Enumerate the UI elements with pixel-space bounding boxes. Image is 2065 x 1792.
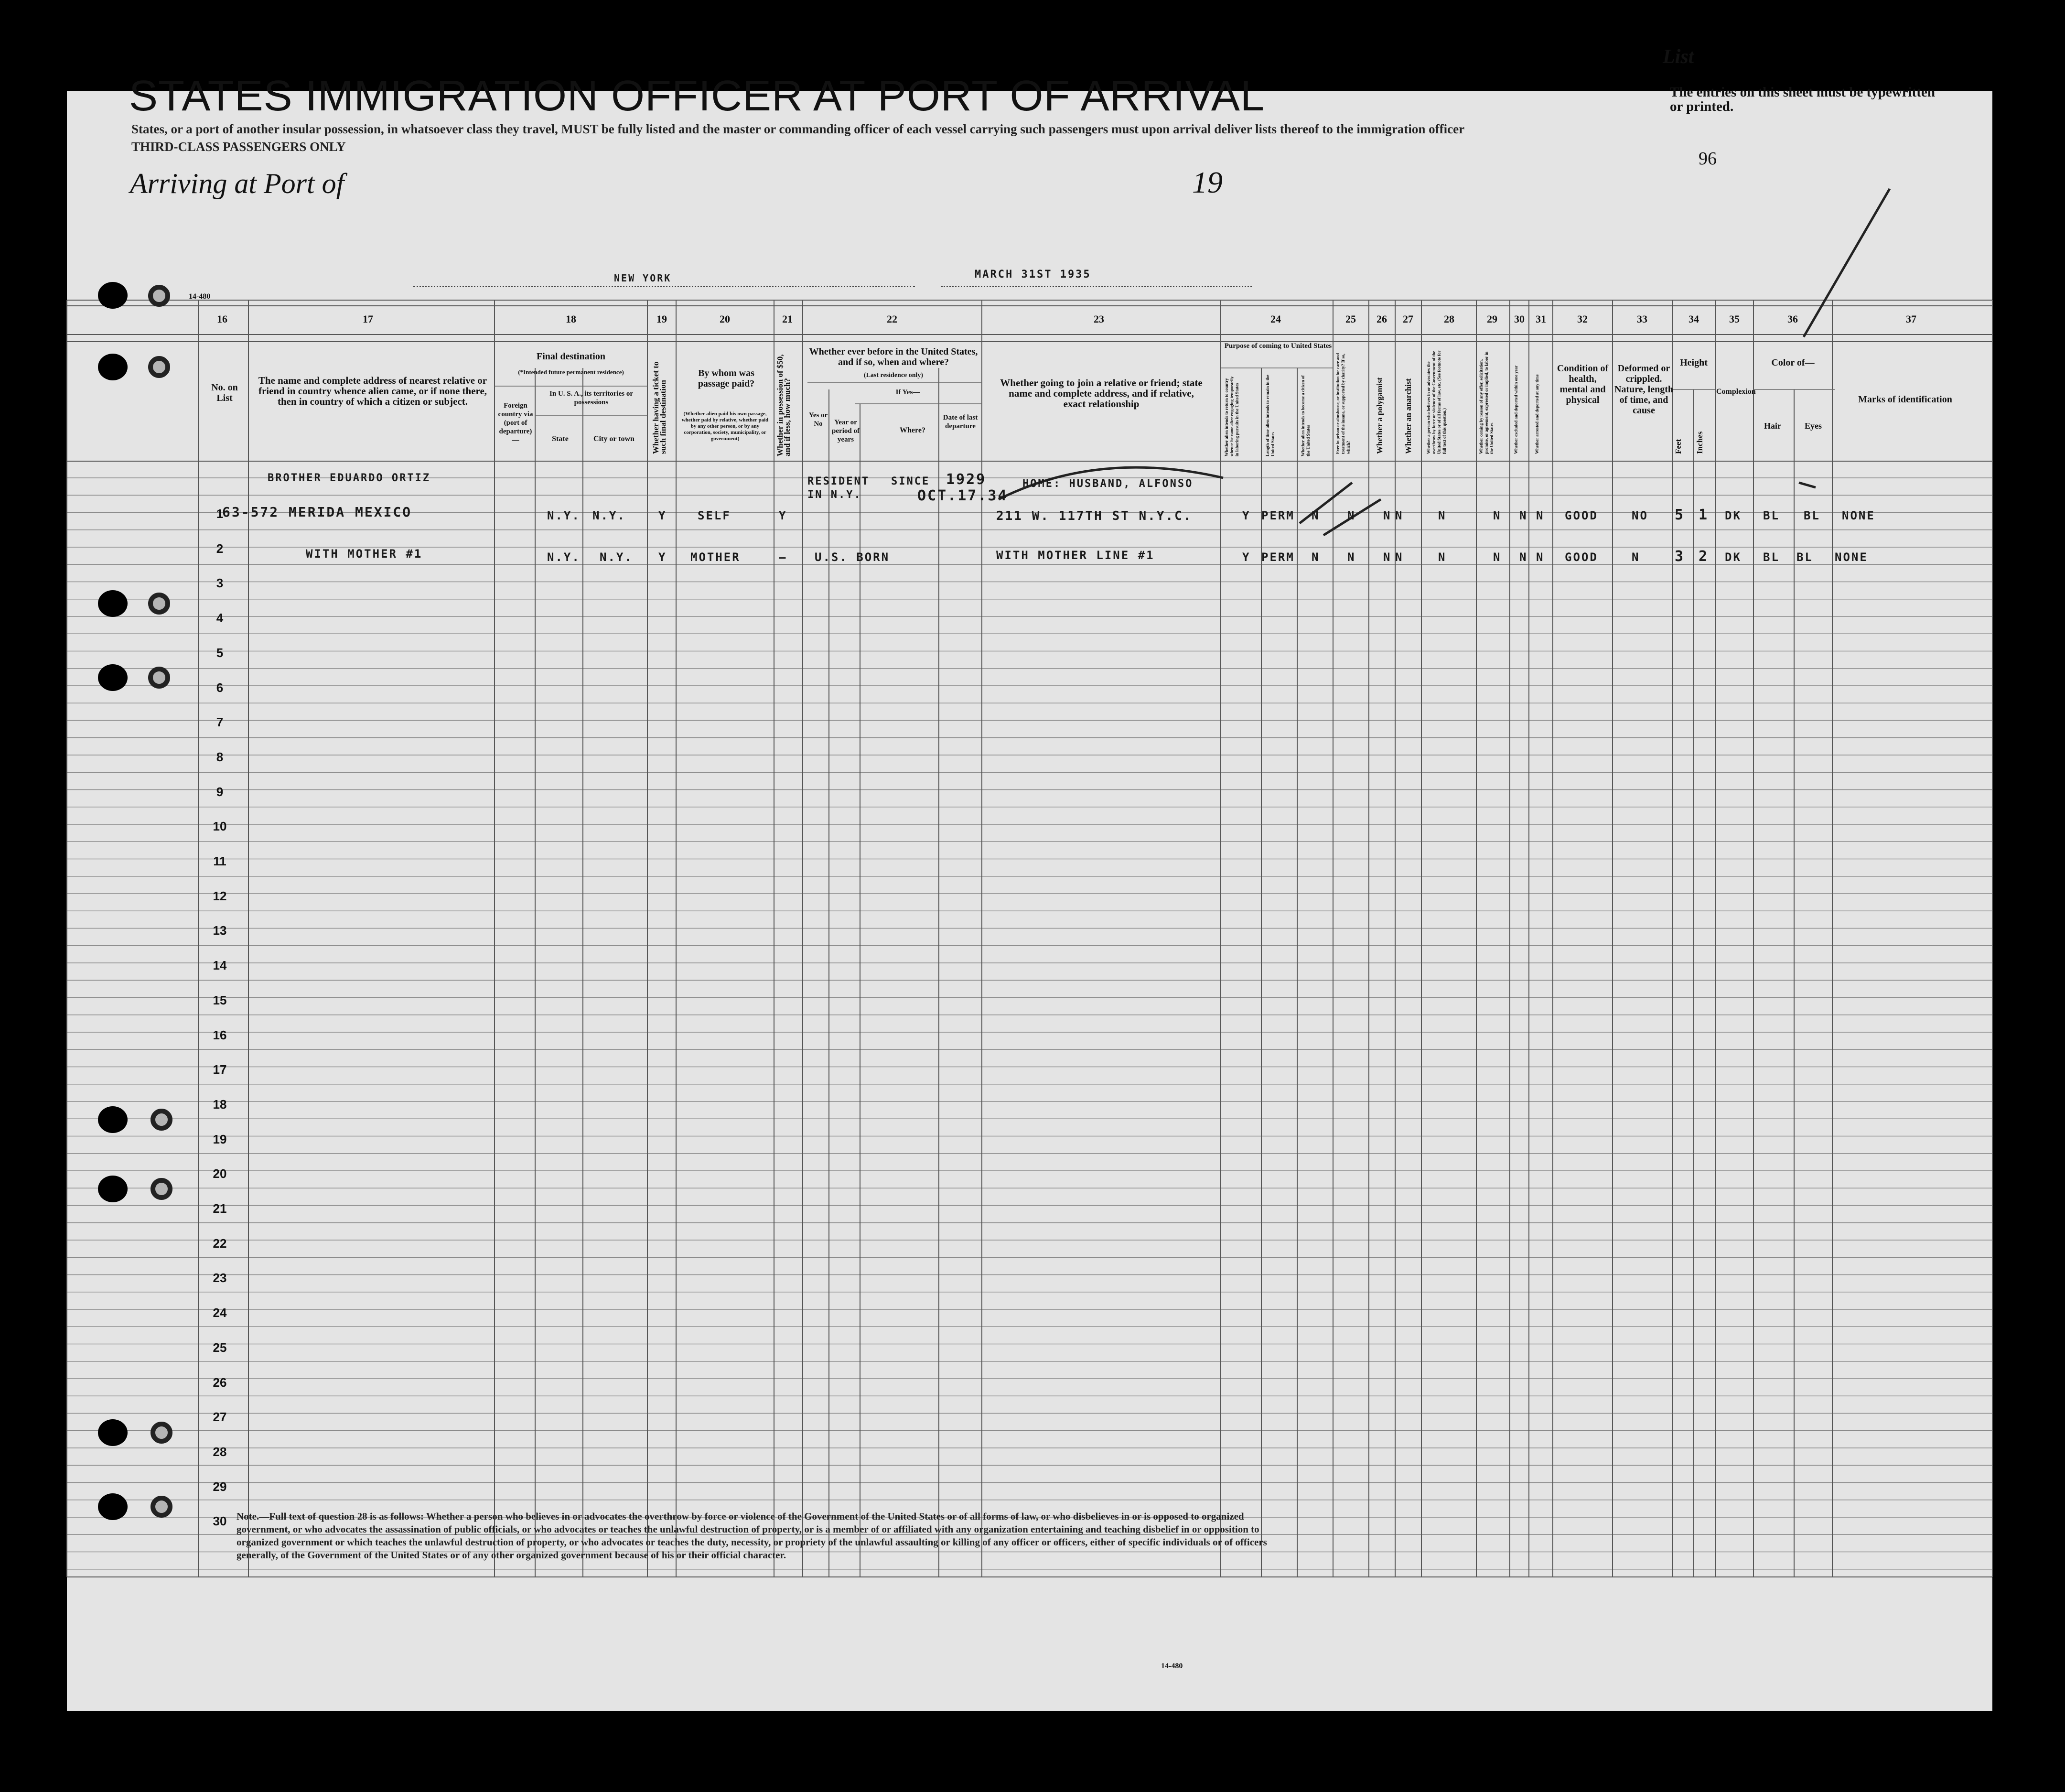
row-number: 12 <box>213 888 227 903</box>
hdr-23: Whether going to join a relative or friend; state name and complete address, and if relative, exact relationship <box>1000 377 1203 410</box>
date-value: MARCH 31ST 1935 <box>975 269 1091 281</box>
row1-overthrow: N <box>1438 509 1447 522</box>
hdr-36-eyes: Eyes <box>1805 421 1822 431</box>
row1-relative-line1: BROTHER EDUARDO ORTIZ <box>268 472 431 484</box>
row1-marks: NONE <box>1842 509 1875 522</box>
row-number: 5 <box>216 645 224 660</box>
row2-feet: 3 <box>1675 548 1685 565</box>
row-number: 13 <box>213 923 227 938</box>
punch-hole <box>151 1422 172 1444</box>
punch-hole <box>98 1176 128 1202</box>
row1-money: Y <box>779 509 787 522</box>
row2-complexion: DK <box>1725 551 1742 564</box>
hdr-18-state: State <box>552 435 569 443</box>
punch-hole <box>148 285 170 307</box>
hdr-31: Whether arrested and deported at any time <box>1535 374 1539 454</box>
arriving-label: Arriving at Port of <box>130 168 344 199</box>
hdr-18-city: City or town <box>593 435 635 443</box>
row1-polygamist: N <box>1383 509 1392 522</box>
row-number: 4 <box>216 611 224 626</box>
punch-hole <box>151 1178 172 1200</box>
column-number-26: 26 <box>1377 313 1387 325</box>
hdr-21: Whether in possession of $50, and if less, how much? <box>775 354 792 456</box>
hdr-22-ifyes: If Yes— <box>895 389 920 396</box>
row-number: 9 <box>216 784 224 799</box>
row-number: 30 <box>213 1514 227 1529</box>
hdr-24-v2: Length of time alien intends to remain in the United States <box>1265 375 1275 456</box>
column-number-37: 37 <box>1906 313 1916 325</box>
column-number-36: 36 <box>1787 313 1798 325</box>
row2-city: N.Y. <box>600 551 633 564</box>
hdr-24-v3: Whether alien intends to become a citizen of the United States <box>1301 375 1311 456</box>
hdr-33: Deformed or crippled. Nature, length of time, and cause <box>1614 363 1673 416</box>
port-dotted-line <box>413 286 915 287</box>
row-number: 27 <box>213 1410 227 1425</box>
row1-relative: 63-572 MERIDA MEXICO <box>222 504 412 520</box>
row1-prev-resident: RESIDENT <box>807 475 870 487</box>
row2-ticket: Y <box>658 551 667 564</box>
punch-hole <box>98 1106 128 1133</box>
row-number: 16 <box>213 1027 227 1042</box>
hdr-26: Whether a polygamist <box>1375 377 1384 454</box>
row1-paid-by: SELF <box>698 509 731 522</box>
list-label: List <box>1663 46 1694 68</box>
hdr-18-foreign: Foreign country via (port of departure)— <box>498 402 533 444</box>
row1-hair: BL <box>1763 509 1780 522</box>
column-number-16: 16 <box>217 313 227 325</box>
row1-prev-date: OCT.17.34 <box>917 487 1008 504</box>
row-number: 15 <box>213 993 227 1007</box>
column-number-19: 19 <box>656 313 667 325</box>
row1-offer: N <box>1493 509 1502 522</box>
row1-prev-since: SINCE <box>891 475 930 487</box>
row2-paid-by: MOTHER <box>690 551 741 564</box>
row2-money: — <box>779 551 787 564</box>
row2-excluded: N <box>1519 551 1528 564</box>
punch-hole <box>98 1493 128 1520</box>
sheet-number: 96 <box>1699 149 1717 169</box>
row2-length: PERM <box>1261 551 1295 564</box>
row1-join: 211 W. 117TH ST N.Y.C. <box>996 509 1193 523</box>
row1-eyes: BL <box>1804 509 1820 522</box>
column-number-28: 28 <box>1444 313 1454 325</box>
class-line: THIRD-CLASS PASSENGERS ONLY <box>131 140 346 154</box>
hdr-29: Whether coming by reason of any offer, solicitation, promise, or agreement, expressed or implied, to labor in the United States <box>1479 351 1494 454</box>
row-number: 17 <box>213 1062 227 1077</box>
hdr-22-period: Year or period of years <box>832 419 860 443</box>
column-number-35: 35 <box>1729 313 1740 325</box>
row-number: 2 <box>216 541 224 556</box>
form-code-top: 14-480 <box>189 292 211 301</box>
column-number-21: 21 <box>782 313 793 325</box>
hdr-22-yesno: Yes or No <box>808 411 828 428</box>
row-number: 1 <box>216 507 224 521</box>
row1-citizen: N <box>1312 509 1320 522</box>
column-number-25: 25 <box>1345 313 1356 325</box>
row2-inches: 2 <box>1699 548 1709 565</box>
hdr-20-sub: (Whether alien paid his own passage, whether paid by relative, whether paid by any other person, or by any corporation, society, municipality, or government) <box>681 411 769 442</box>
row-number: 25 <box>213 1340 227 1355</box>
row1-complexion: DK <box>1725 509 1742 522</box>
row-number: 20 <box>213 1166 227 1181</box>
row1-prev-in: IN N.Y. <box>807 489 862 501</box>
row1-state: N.Y. <box>547 509 581 522</box>
hdr-20: By whom was passage paid? <box>698 368 755 389</box>
instructions-line: States, or a port of another insular possession, in whatsoever class they travel, MUST be fully listed and the master or commanding officer of each vessel carrying such passengers must upon arrival deliver lists thereof to the immigration officer <box>131 122 1465 136</box>
hdr-18: Final destination <box>537 351 605 362</box>
row-number: 23 <box>213 1271 227 1285</box>
row2-hair: BL <box>1763 551 1780 564</box>
hdr-24-v1: Whether alien intends to return to country whence he came after engaging temporarily in laboring pursuits in the United States <box>1224 376 1239 456</box>
row2-overthrow: N <box>1438 551 1447 564</box>
row2-deformed: N <box>1632 551 1640 564</box>
row-number: 28 <box>213 1444 227 1459</box>
row2-deported: N <box>1536 551 1545 564</box>
hdr-17: The name and complete address of nearest relative or friend in country whence alien came, or if none there, then in country of which a citizen or subject. <box>258 375 487 407</box>
hdr-34: Height <box>1680 357 1708 368</box>
column-number-23: 23 <box>1094 313 1104 325</box>
punch-hole <box>98 1419 128 1446</box>
row1-city: N.Y. <box>592 509 626 522</box>
hdr-27: Whether an anarchist <box>1404 378 1413 454</box>
row-number: 24 <box>213 1306 227 1320</box>
hdr-24: Purpose of coming to United States <box>1224 342 1332 350</box>
row-number: 6 <box>216 680 224 695</box>
column-number-27: 27 <box>1403 313 1413 325</box>
hdr-16: No. on List <box>211 382 238 403</box>
row-number: 21 <box>213 1201 227 1216</box>
port-value: NEW YORK <box>614 272 672 284</box>
hdr-36-hair: Hair <box>1764 421 1781 431</box>
punch-hole <box>148 356 170 378</box>
column-number-31: 31 <box>1536 313 1546 325</box>
column-number-33: 33 <box>1637 313 1647 325</box>
hdr-34-inches: Inches <box>1695 431 1704 454</box>
footnote-question-28: Note.—Full text of question 28 is as follows: Whether a person who believes in or advocates the overthrow by force or violence of the Government of the United States or of all forms of law, or who disbelieves in or is opposed to organized government, or who advocates the assassination of public officials, or who advocates or teaches the unlawful destruction of property, or is a member of or affiliated with any organization entertaining and teaching disbelief in or opposition to organized government or which teaches the unlawful destruction of property, or who advocates or teaches the duty, necessity, or propriety of the unlawful assaulting or killing of any officer or officers, either of specific individuals or of officers generally, of the Government of the United States or of any other organized government because of his or their official character. <box>237 1511 1267 1561</box>
column-number-20: 20 <box>720 313 730 325</box>
page-title: STATES IMMIGRATION OFFICER AT PORT OF ARRIVAL <box>129 72 1265 120</box>
row1-excluded: N <box>1519 509 1528 522</box>
row1-join-line1: HOME: HUSBAND, ALFONSO <box>1022 478 1194 490</box>
punch-hole <box>151 1109 172 1131</box>
punch-hole <box>148 667 170 689</box>
hdr-18-sub: (*Intended future permanent residence) <box>518 368 624 376</box>
column-number-32: 32 <box>1577 313 1588 325</box>
column-number-29: 29 <box>1487 313 1497 325</box>
row2-eyes: BL <box>1796 551 1813 564</box>
row1-deformed: NO <box>1632 509 1648 522</box>
row1-length: PERM <box>1261 509 1295 522</box>
hdr-36: Color of— <box>1771 357 1815 368</box>
hdr-22-where: Where? <box>900 426 925 434</box>
date-dotted-line <box>941 286 1252 287</box>
hdr-34-feet: Feet <box>1674 439 1683 454</box>
row2-join: WITH MOTHER LINE #1 <box>996 549 1155 562</box>
row-number: 10 <box>213 819 227 834</box>
row2-marks: NONE <box>1835 551 1868 564</box>
punch-hole <box>98 664 128 691</box>
row1-deported: N <box>1536 509 1545 522</box>
row2-prison: N <box>1347 551 1356 564</box>
row1-inches: 1 <box>1699 507 1709 523</box>
hdr-18-usa: In U. S. A., its territories or possessions <box>549 390 633 406</box>
year-prefix: 19 <box>1192 165 1223 199</box>
row2-offer: N <box>1493 551 1502 564</box>
hdr-30: Whether excluded and deported within one year <box>1514 365 1518 454</box>
row-number: 26 <box>213 1375 227 1390</box>
row-number: 11 <box>213 854 226 868</box>
row2-polygamist: N <box>1383 551 1392 564</box>
column-number-30: 30 <box>1514 313 1525 325</box>
row-number: 7 <box>216 715 224 730</box>
row-number: 3 <box>216 576 224 591</box>
row1-ticket: Y <box>658 509 667 522</box>
column-number-24: 24 <box>1270 313 1281 325</box>
row-number: 22 <box>213 1236 227 1251</box>
column-number-18: 18 <box>566 313 576 325</box>
row1-prev-year: 1929 <box>946 471 987 488</box>
form-code-bottom: 14-480 <box>1161 1662 1183 1670</box>
row2-intends-return: Y <box>1242 551 1251 564</box>
punch-hole <box>151 1496 172 1518</box>
row-number: 19 <box>213 1132 227 1146</box>
hdr-22-date: Date of last departure <box>943 414 978 430</box>
row2-prev: U.S. BORN <box>815 551 890 564</box>
punch-hole <box>98 354 128 380</box>
column-number-34: 34 <box>1689 313 1699 325</box>
row1-anarchist: N <box>1395 509 1404 522</box>
row-number: 8 <box>216 749 224 764</box>
column-number-22: 22 <box>887 313 897 325</box>
punch-hole <box>98 590 128 617</box>
row1-health: GOOD <box>1565 509 1598 522</box>
hdr-25: Ever in prison or almshouse, or institution for care and treatment of the insane, or supported by charity? If so, which? <box>1335 353 1351 454</box>
row2-anarchist: N <box>1395 551 1404 564</box>
hdr-22-sub: (Last residence only) <box>863 372 924 379</box>
hdr-28: Whether a person who believes in or advocates the overthrow by force or violence of the Government of the United States or of all forms of law, etc. (See footnote for full text of this question.) <box>1426 350 1447 454</box>
hdr-32: Condition of health, mental and physical <box>1557 363 1609 405</box>
row1-feet: 5 <box>1675 507 1685 523</box>
row2-state: N.Y. <box>547 551 581 564</box>
row2-health: GOOD <box>1565 551 1598 564</box>
punch-hole <box>98 282 128 309</box>
hdr-22: Whether ever before in the United States, and if so, when and where? <box>809 346 978 367</box>
typewritten-note: The entries on this sheet must be typewritten or printed. <box>1670 85 1935 114</box>
row-number: 29 <box>213 1479 227 1494</box>
hdr-37: Marks of identification <box>1858 394 1952 405</box>
row-number: 18 <box>213 1097 227 1112</box>
hdr-35: Complexion <box>1716 388 1756 396</box>
punch-hole <box>148 593 170 615</box>
column-number-17: 17 <box>363 313 373 325</box>
row1-intends-return: Y <box>1242 509 1251 522</box>
row2-relative: WITH MOTHER #1 <box>306 547 423 561</box>
row1-prison: N <box>1347 509 1356 522</box>
row-number: 14 <box>213 958 227 973</box>
hdr-19: Whether having a ticket to such final destination <box>651 361 667 454</box>
row2-citizen: N <box>1312 551 1320 564</box>
